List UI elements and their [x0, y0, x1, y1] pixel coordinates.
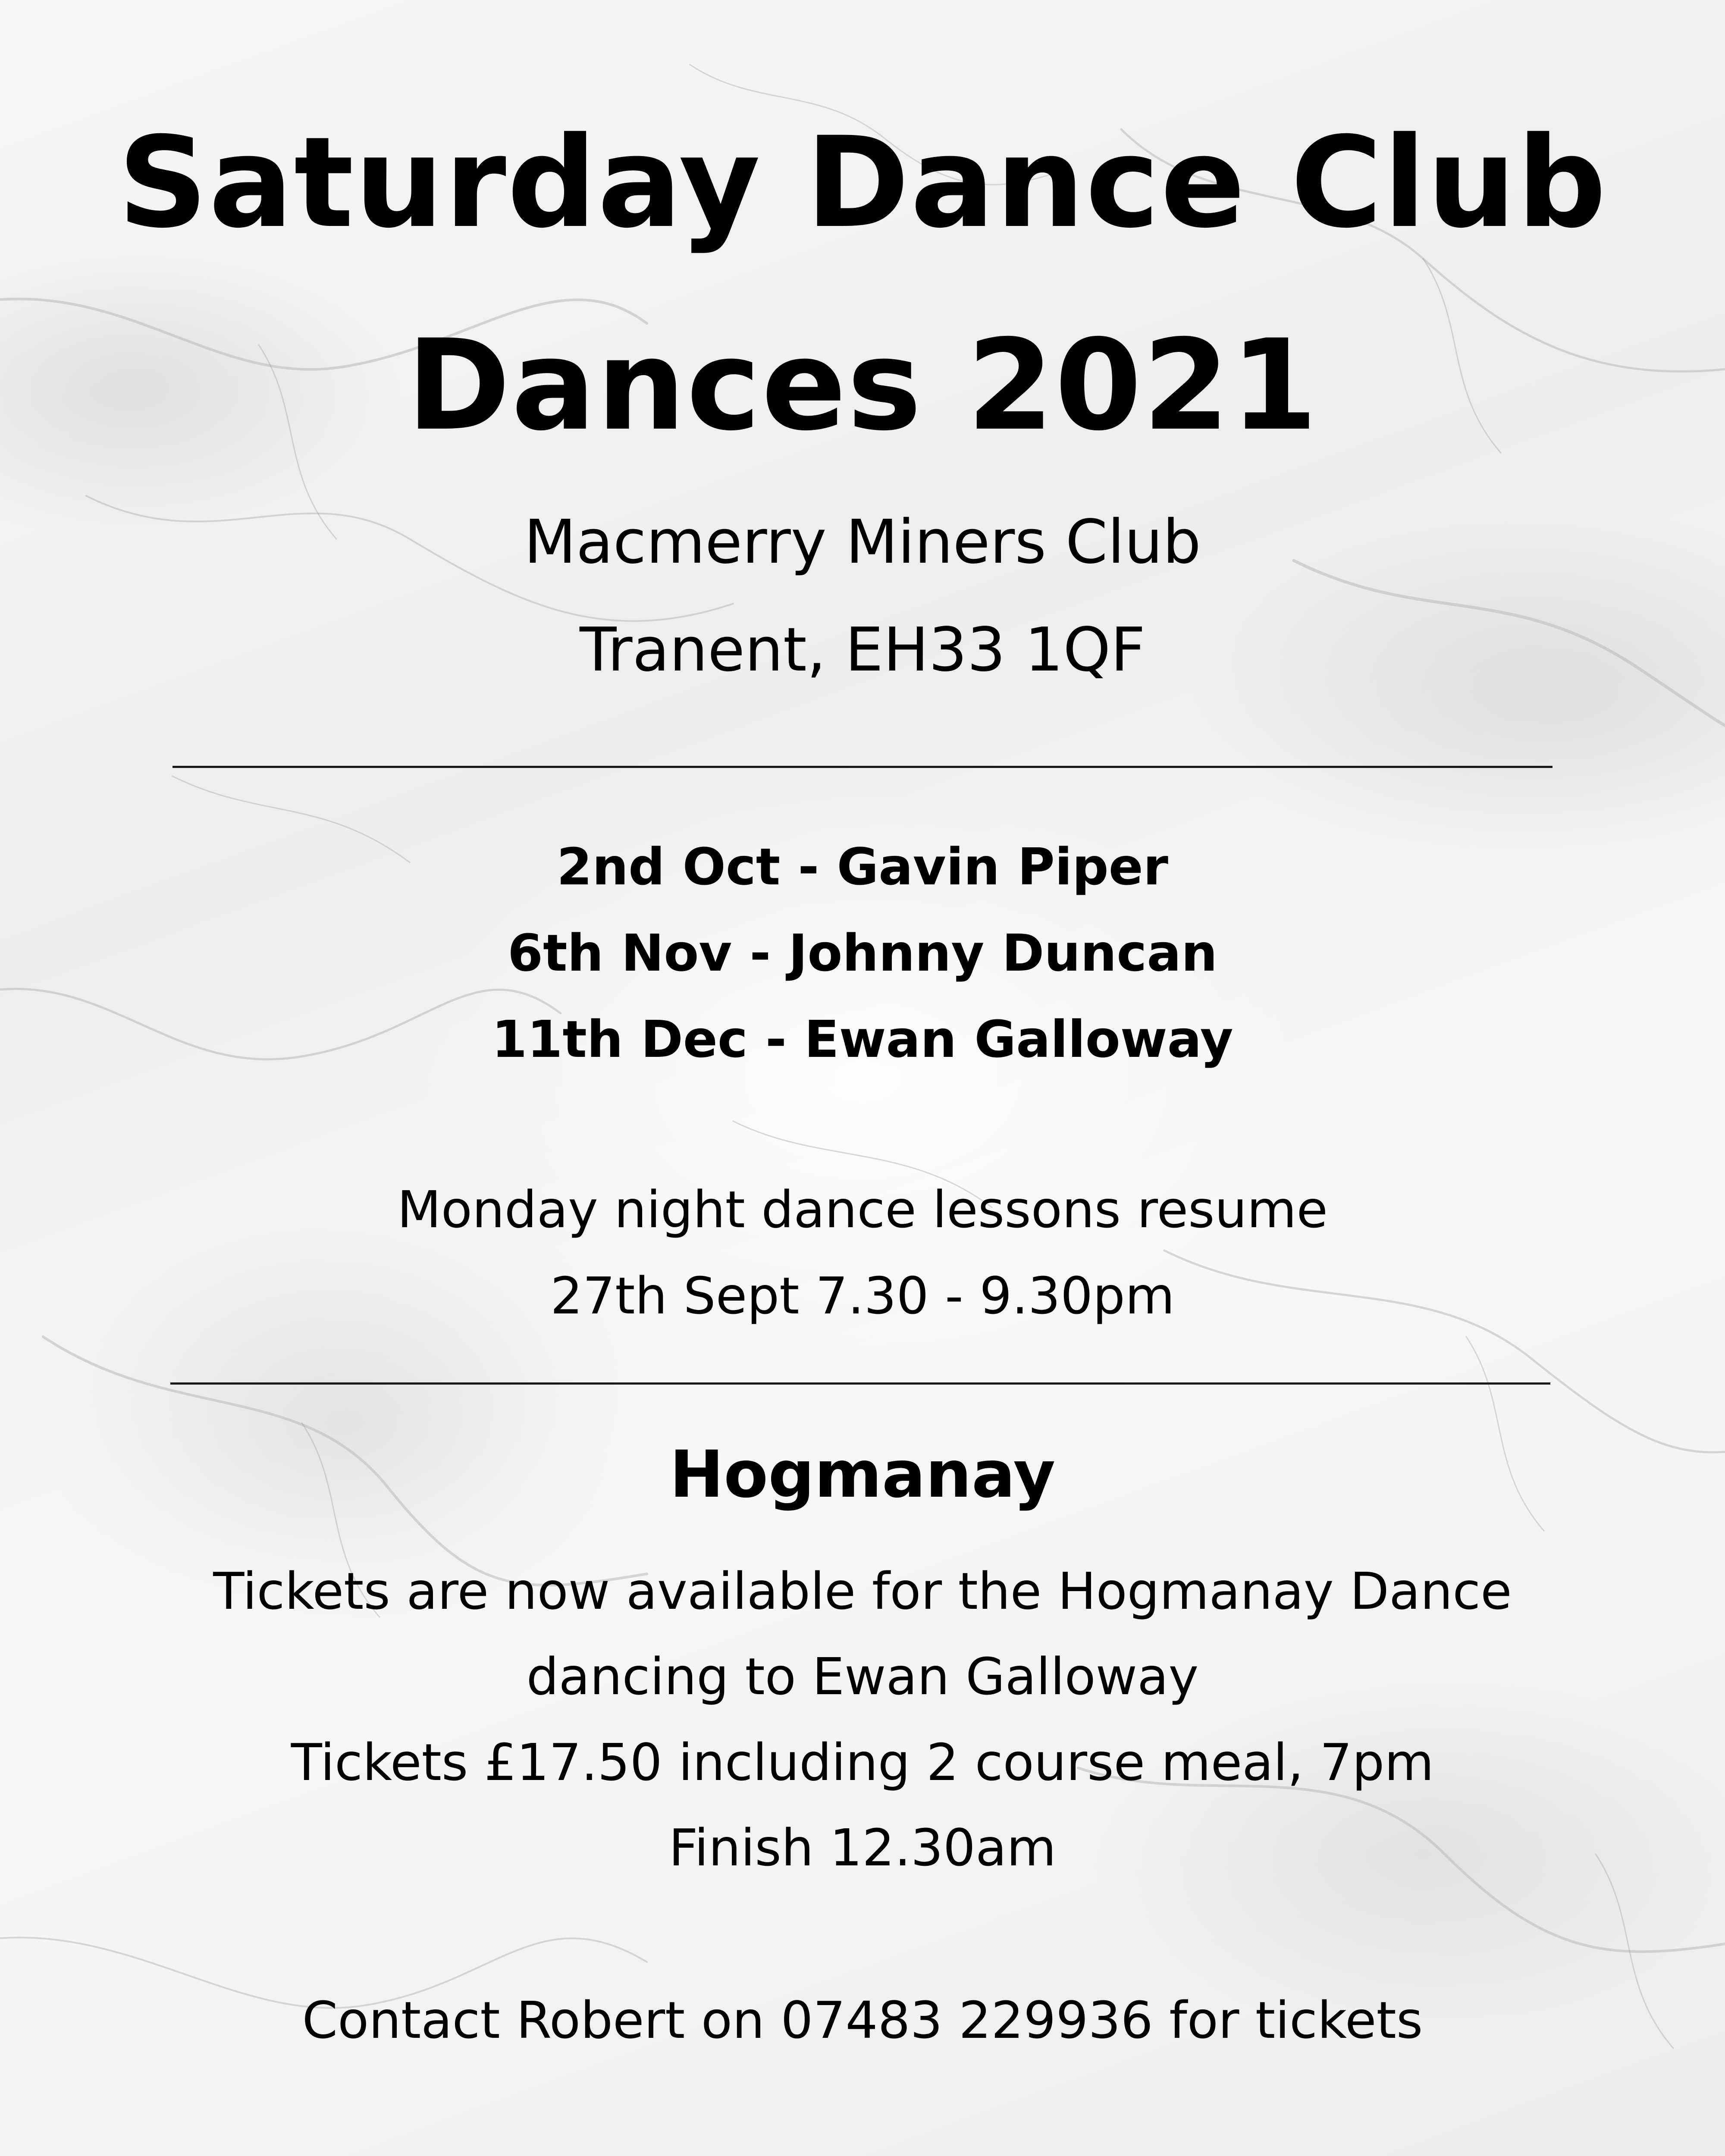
lessons-line-1: Monday night dance lessons resume: [397, 1180, 1328, 1239]
hogmanay-line-3: Tickets £17.50 including 2 course meal, 7pm: [291, 1733, 1434, 1792]
dance-item-johnny-duncan: 6th Nov - Johnny Duncan: [507, 923, 1217, 983]
top-divider: [172, 766, 1552, 768]
hogmanay-line-4: Finish 12.30am: [668, 1818, 1057, 1877]
lessons-line-2: 27th Sept 7.30 - 9.30pm: [550, 1266, 1175, 1326]
venue-address: Tranent, EH33 1QF: [580, 615, 1145, 685]
venue-name: Macmerry Miners Club: [524, 507, 1201, 577]
hogmanay-line-1: Tickets are now available for the Hogmanay Dance: [213, 1561, 1512, 1621]
title-line-1: Saturday Dance Club: [118, 110, 1607, 256]
hogmanay-heading: Hogmanay: [669, 1437, 1056, 1512]
contact-line: Contact Robert on 07483 229936 for tickets: [302, 1990, 1423, 2050]
dance-item-ewan-galloway: 11th Dec - Ewan Galloway: [492, 1009, 1233, 1069]
bottom-divider: [170, 1382, 1550, 1385]
hogmanay-line-2: dancing to Ewan Galloway: [526, 1647, 1199, 1706]
title-line-2: Dances 2021: [406, 313, 1319, 458]
dance-item-gavin-piper: 2nd Oct - Gavin Piper: [556, 837, 1169, 896]
